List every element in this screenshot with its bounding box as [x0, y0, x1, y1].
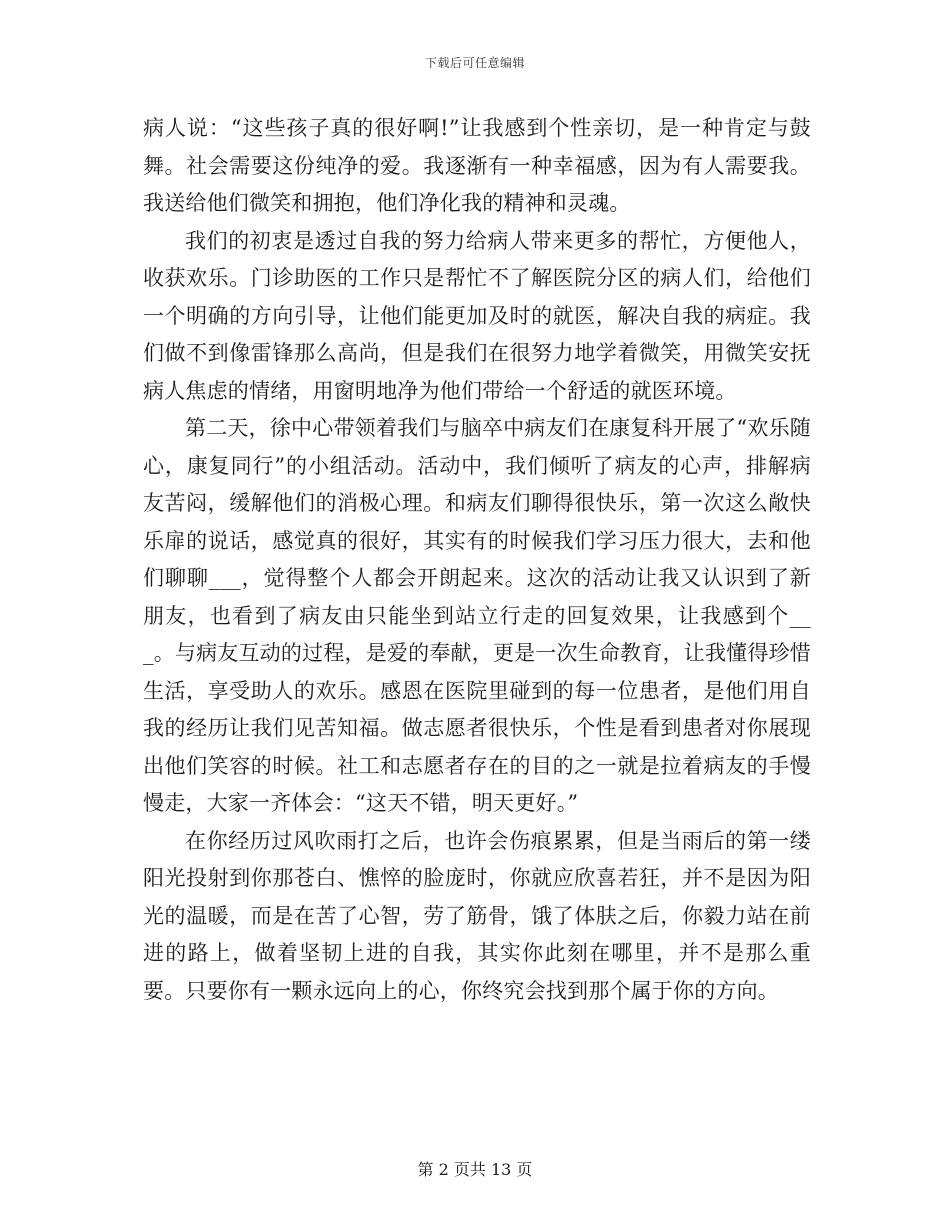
paragraph-4: 在你经历过风吹雨打之后，也许会伤痕累累，但是当雨后的第一缕阳光投射到你那苍白、憔悴的脸庞时，你就应欣喜若狂，并不是因为阳光的温暖，而是在苦了心智，劳了筋骨，饿了体肤之后，你毅力站在前进的路上，做着坚韧上进的自我，其实你此刻在哪里，并不是那么重要。只要你有一颗永远向上的心，你终究会找到那个属于你的方向。	[143, 828, 811, 1003]
paragraph-2: 我们的初衷是透过自我的努力给病人带来更多的帮忙，方便他人，收获欢乐。门诊助医的工作只是帮忙不了解医院分区的病人们，给他们一个明确的方向引导，让他们能更加及时的就医，解决自我的病症。我们做不到像雷锋那么高尚，但是我们在很努力地学着微笑，用微笑安抚病人焦虑的情绪，用窗明地净为他们带给一个舒适的就医环境。	[143, 228, 811, 403]
page-number-footer: 第 2 页共 13 页	[417, 1160, 533, 1179]
paragraph-3: 第二天，徐中心带领着我们与脑卒中病友们在康复科开展了“欢乐随心，康复同行”的小组活动。活动中，我们倾听了病友的心声，排解病友苦闷，缓解他们的消极心理。和病友们聊得很快乐，第一次这么敞快乐扉的说话，感觉真的很好，其实有的时候我们学习压力很大，去和他们聊聊___，觉得整个人都会开朗起来。这次的活动让我又认识到了新朋友，也看到了病友由只能坐到站立行走的回复效果，让我感到个___。与病友互动的过程，是爱的奉献，更是一次生命教育，让我懂得珍惜生活，享受助人的欢乐。感恩在医院里碰到的每一位患者，是他们用自我的经历让我们见苦知福。做志愿者很快乐，个性是看到患者对你展现出他们笑容的时候。社工和志愿者存在的目的之一就是拉着病友的手慢慢走，大家一齐体会：“这天不错，明天更好。”	[143, 416, 811, 815]
document-body	[143, 110, 811, 1010]
paragraph-1: 病人说：“这些孩子真的很好啊!”让我感到个性亲切，是一种肯定与鼓舞。社会需要这份纯净的爱。我逐渐有一种幸福感，因为有人需要我。我送给他们微笑和拥抱，他们净化我的精神和灵魂。	[143, 116, 811, 215]
page-header: 下载后可任意编辑	[424, 56, 525, 70]
